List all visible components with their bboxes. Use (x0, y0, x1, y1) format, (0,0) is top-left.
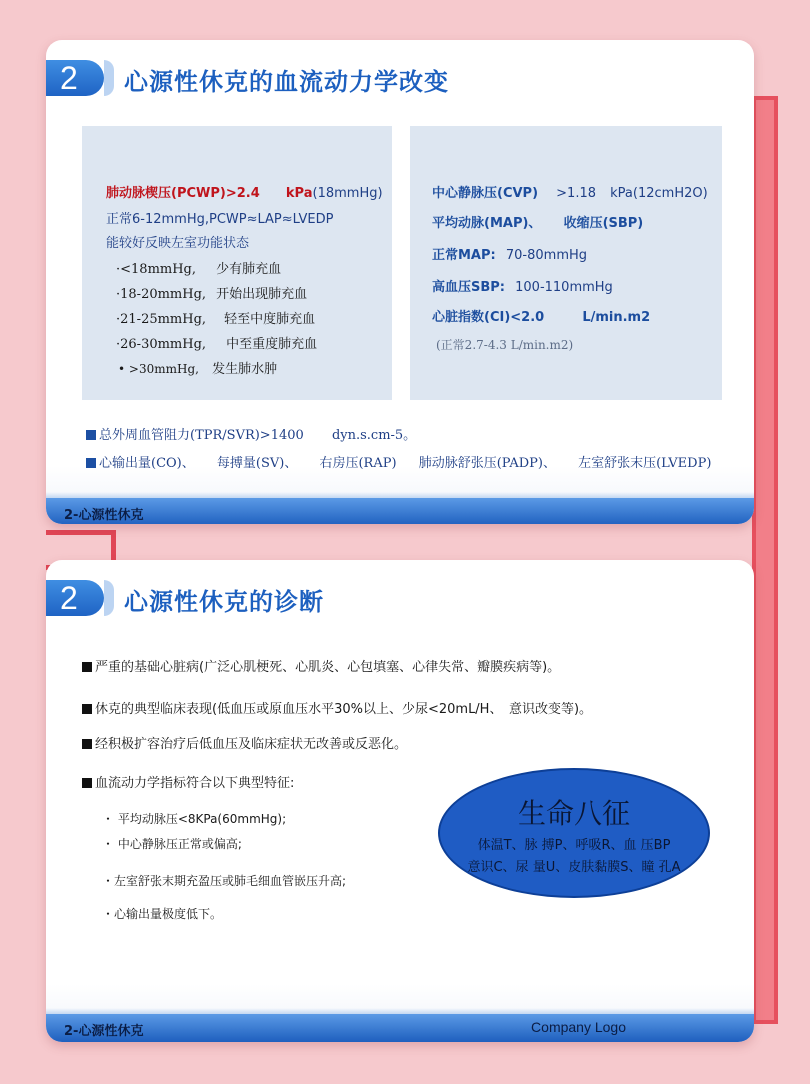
section-number-tab: 2 (46, 580, 104, 616)
cvp-unit: kPa(12cmH2O) (610, 186, 708, 201)
footer-label: 2-心源性休克 (64, 1024, 144, 1039)
pcwp-item-range: ·<18mmHg, (116, 262, 197, 277)
square-bullet-icon (86, 458, 96, 468)
hemodynamic-item: ・心输出量极度低下。 (102, 907, 223, 921)
pcwp-unit: kPa (285, 186, 313, 201)
hyper-sbp-label: 高血压SBP: (432, 280, 505, 295)
pcwp-note: 能较好反映左室功能状态 (106, 236, 250, 251)
pcwp-item-range: ·26-30mmHg, (116, 337, 207, 352)
output-item: 左室舒张末压(LVEDP) (578, 456, 712, 471)
output-item: 肺动脉舒张压(PADP)、 (418, 456, 556, 471)
pcwp-item (116, 283, 307, 302)
diagnosis-bullet (82, 698, 592, 717)
pcwp-item-desc: 发生肺水肿 (212, 362, 278, 377)
slide-footer (46, 1014, 754, 1042)
slide-footer (46, 498, 754, 524)
output-item: 右房压(RAP) (319, 456, 397, 471)
ci-label: 心脏指数(CI)<2.0 (432, 310, 545, 325)
vital-signs-ellipse (438, 768, 710, 898)
sbp-label: 收缩压(SBP) (563, 216, 644, 231)
map-label: 平均动脉(MAP)、 (432, 216, 542, 231)
pcwp-item (116, 258, 281, 277)
normal-map-value: 70-80mmHg (505, 248, 588, 263)
slide-hemodynamics (46, 40, 754, 524)
hemodynamic-item: ・左室舒张末期充盈压或肺毛细血管嵌压升高; (102, 874, 347, 888)
pcwp-item-range: • >30mmHg, (118, 362, 199, 376)
output-line (86, 452, 711, 471)
pcwp-box (82, 126, 392, 400)
pcwp-item (116, 308, 315, 327)
diagnosis-bullet-text: 严重的基础心脏病(广泛心肌梗死、心肌炎、心包填塞、心律失常、瓣膜疾病等)。 (95, 660, 561, 675)
normal-map-label: 正常MAP: (432, 248, 496, 263)
tpr-unit: dyn.s.cm-5。 (331, 428, 417, 443)
ci-line (432, 306, 650, 325)
vital-signs-title: 生命八征 (517, 797, 630, 830)
square-bullet-icon (86, 430, 96, 440)
square-bullet-icon (82, 778, 92, 788)
pcwp-term: 肺动脉楔压(PCWP)>2.4 (106, 186, 260, 201)
section-number-tab: 2 (46, 60, 104, 96)
diagnosis-bullet-text: 休克的典型临床表现(低血压或原血压水平30%以上、少尿<20mL/H、 意识改变等)。 (95, 702, 593, 717)
hyper-sbp-line (432, 276, 613, 295)
section-title: 心源性休克的血流动力学改变 (124, 68, 449, 96)
section-title: 心源性休克的诊断 (124, 588, 324, 616)
pcwp-item (118, 358, 277, 377)
hemodynamic-item: ・ 平均动脉压<8KPa(60mmHg); (102, 812, 287, 826)
company-logo: Company Logo (531, 1019, 626, 1035)
slide-header (46, 576, 754, 626)
vital-signs-line: 体温T、脉 搏P、呼吸R、血 压BP (477, 838, 671, 853)
pcwp-item-range: ·18-20mmHg, (116, 287, 207, 302)
diagnosis-bullet-text: 经积极扩容治疗后低血压及临床症状无改善或反恶化。 (95, 737, 408, 752)
diagnosis-bullet (82, 733, 407, 752)
normal-map-line (432, 244, 587, 263)
pcwp-item-desc: 少有肺充血 (216, 262, 282, 277)
pcwp-item-desc: 轻至中度肺充血 (224, 312, 316, 327)
pressure-box (410, 126, 722, 400)
cvp-value: >1.18 (556, 186, 596, 201)
slide-header (46, 56, 754, 106)
pcwp-item (116, 333, 317, 352)
pcwp-item-desc: 中至重度肺充血 (226, 337, 318, 352)
pcwp-line (106, 182, 383, 201)
pcwp-paren: (18mmHg) (312, 186, 383, 201)
vital-signs-line: 意识C、尿 量U、皮肤黏膜S、瞳 孔A (467, 860, 681, 875)
hyper-sbp-value: 100-110mmHg (515, 280, 613, 295)
map-sbp-line (432, 212, 643, 231)
pcwp-normal-range: 正常6-12mmHg,PCWP≈LAP≈LVEDP (106, 212, 334, 227)
hemodynamic-item: ・ 中心静脉压正常或偏高; (102, 837, 242, 851)
diagnosis-bullet-text: 血流动力学指标符合以下典型特征: (95, 776, 295, 791)
square-bullet-icon (82, 704, 92, 714)
pcwp-item-desc: 开始出现肺充血 (216, 287, 308, 302)
tpr-line (86, 424, 416, 443)
background-stripe-right-inner (756, 100, 774, 1020)
slide-diagnosis (46, 560, 754, 1042)
footer-label: 2-心源性休克 (64, 508, 144, 523)
pcwp-item-range: ·21-25mmHg, (116, 312, 207, 327)
diagnosis-bullet (82, 656, 560, 675)
ci-unit: L/min.m2 (582, 310, 651, 325)
square-bullet-icon (82, 662, 92, 672)
cvp-line (432, 182, 708, 201)
output-item: 每搏量(SV)、 (216, 456, 298, 471)
diagnosis-bullet (82, 772, 294, 791)
output-item: 心输出量(CO)、 (99, 456, 195, 471)
square-bullet-icon (82, 739, 92, 749)
cvp-label: 中心静脉压(CVP) (432, 186, 539, 201)
ci-normal: (正常2.7-4.3 L/min.m2) (436, 338, 574, 352)
tpr-text: 总外周血管阻力(TPR/SVR)>1400 (99, 428, 304, 443)
